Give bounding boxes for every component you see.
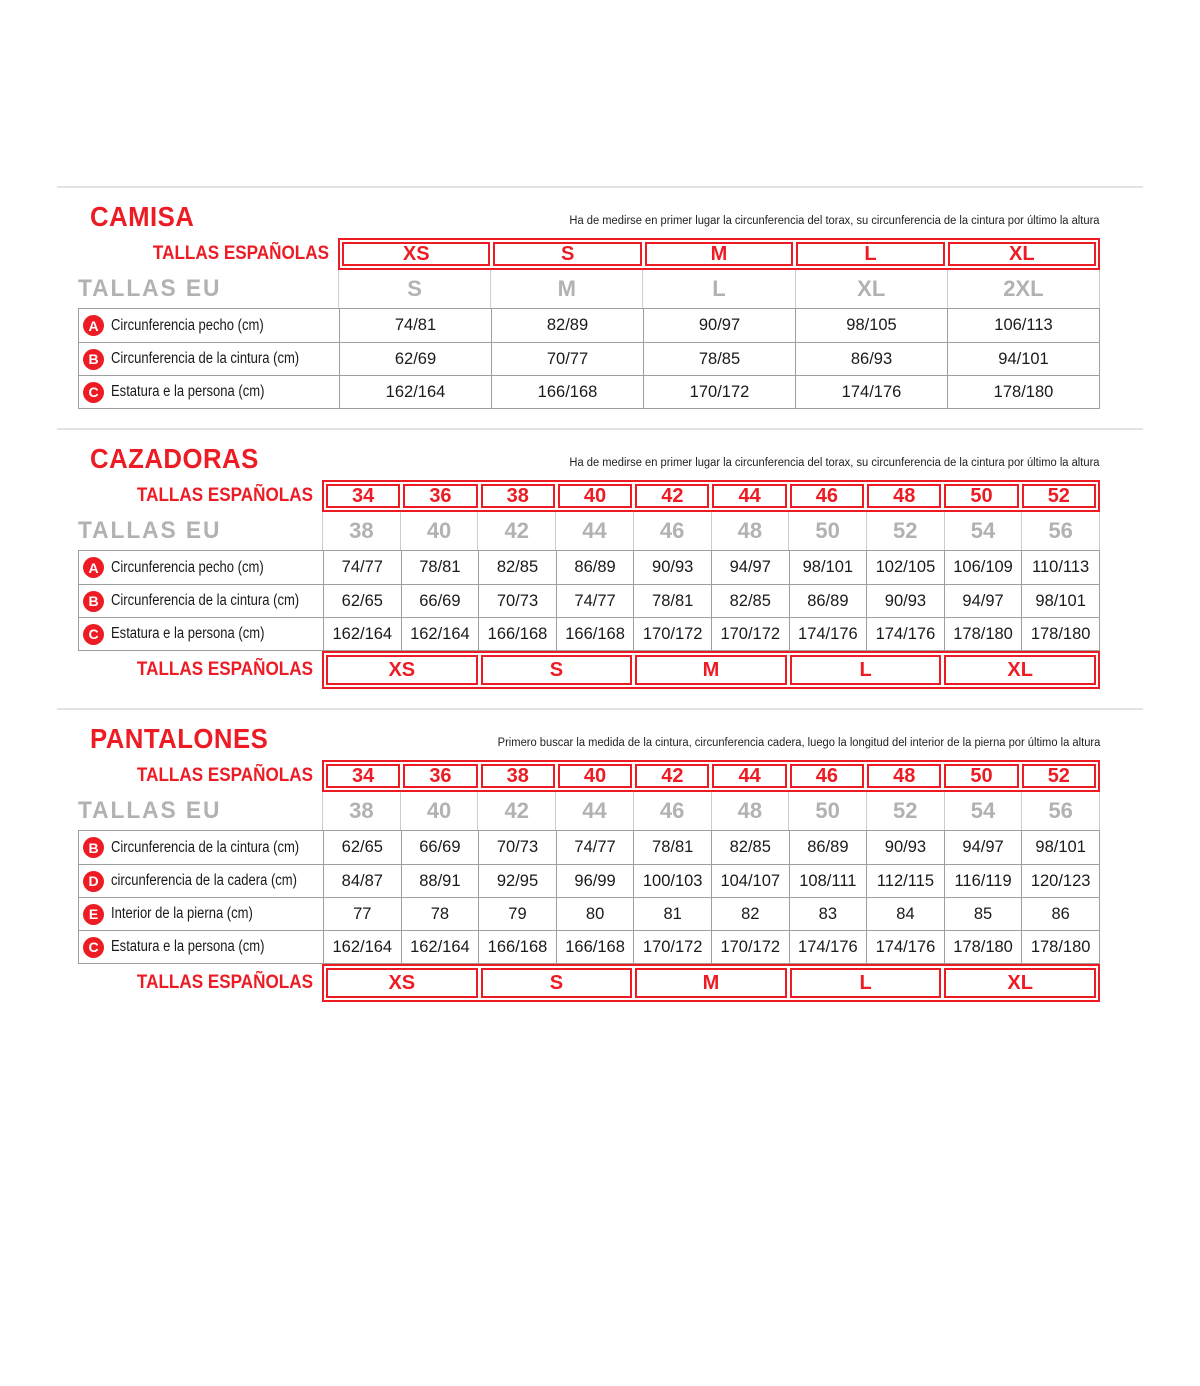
spanish-sizes-footer-row — [78, 964, 1100, 1002]
section-divider-line — [57, 428, 1143, 430]
spanish-sizes-footer-row — [78, 651, 1100, 689]
measurement-value-cell: 66/69 — [401, 831, 479, 864]
measurement-label: Circunferencia pecho (cm) — [111, 316, 264, 334]
section-content — [78, 202, 1100, 409]
measurement-row-B — [79, 342, 1099, 375]
measurement-value-cell: 166/168 — [556, 618, 634, 650]
spanish-size-cell: 38 — [481, 484, 555, 508]
spanish-sizes-label: TALLAS ESPAÑOLAS — [136, 765, 313, 786]
measurement-row-C — [79, 375, 1099, 408]
spanish-size-cell: 40 — [558, 764, 632, 788]
spanish-size-cell: 40 — [558, 484, 632, 508]
section-divider-line — [57, 186, 1143, 188]
eu-size-cell: 50 — [788, 512, 866, 550]
measurement-row-D — [79, 864, 1099, 897]
section-header — [90, 724, 1100, 754]
spanish-size-cell: 46 — [790, 764, 864, 788]
measurement-value-cell: 94/101 — [947, 343, 1099, 375]
eu-size-cell: 42 — [477, 512, 555, 550]
eu-size-cell: 2XL — [947, 270, 1100, 308]
measurement-value-cell: 78/85 — [643, 343, 795, 375]
measurement-value-cell: 94/97 — [944, 831, 1022, 864]
spanish-size-cell: 50 — [944, 764, 1018, 788]
measurement-value-cell: 74/77 — [556, 585, 634, 617]
size-section-pantalones — [0, 708, 1200, 1021]
measurement-value-cell: 112/115 — [866, 865, 944, 897]
eu-size-cell: 54 — [944, 512, 1022, 550]
spanish-size-group-cell: XS — [326, 655, 478, 685]
measurement-value-cell: 102/105 — [866, 551, 944, 584]
spanish-size-group-cell: XL — [944, 968, 1096, 998]
measurement-value-cell: 81 — [633, 898, 711, 930]
spanish-size-group-cell: L — [790, 655, 942, 685]
measurement-value-cell: 178/180 — [1021, 618, 1099, 650]
eu-sizes-label: TALLAS EU — [78, 797, 222, 824]
section-title: CAMISA — [90, 201, 195, 232]
measurement-value-cell: 166/168 — [491, 376, 643, 408]
measurement-row-label — [79, 931, 323, 963]
measurement-value-cell: 100/103 — [633, 865, 711, 897]
eu-size-cell: 52 — [866, 792, 944, 830]
spanish-size-cell: 36 — [403, 764, 477, 788]
measurement-value-cell: 174/176 — [789, 931, 867, 963]
eu-sizes-row — [78, 512, 1100, 550]
measurement-value-cell: 178/180 — [944, 931, 1022, 963]
measurement-value-cell: 80 — [556, 898, 634, 930]
eu-sizes-cells — [338, 270, 1100, 308]
eu-size-cell: XL — [795, 270, 947, 308]
spanish-size-cell: L — [796, 242, 944, 266]
measurement-value-cell: 86/89 — [789, 585, 867, 617]
eu-size-cell: 50 — [788, 792, 866, 830]
spanish-size-cell: 50 — [944, 484, 1018, 508]
eu-size-cell: 48 — [711, 792, 789, 830]
measurement-value-cell: 86/89 — [556, 551, 634, 584]
spanish-size-cell: XS — [342, 242, 490, 266]
section-content — [78, 444, 1100, 689]
measurement-value-cell: 178/180 — [944, 618, 1022, 650]
measurement-value-cell: 170/172 — [711, 618, 789, 650]
eu-size-cell: 44 — [555, 512, 633, 550]
measurement-value-cell: 174/176 — [866, 618, 944, 650]
measurement-label: Estatura e la persona (cm) — [111, 383, 265, 400]
measurement-value-cell: 79 — [478, 898, 556, 930]
eu-size-cell: 40 — [400, 792, 478, 830]
spanish-size-cell: 52 — [1022, 484, 1096, 508]
measurement-value-cell: 98/101 — [789, 551, 867, 584]
measurement-value-cell: 98/105 — [795, 309, 947, 342]
spanish-size-cell: 46 — [790, 484, 864, 508]
spanish-size-cell: 34 — [326, 764, 400, 788]
spanish-size-cell: 42 — [635, 484, 709, 508]
spanish-sizes-label: TALLAS ESPAÑOLAS — [136, 485, 313, 506]
measurement-row-A — [79, 551, 1099, 584]
measurement-value-cell: 94/97 — [944, 585, 1022, 617]
spanish-sizes-header-row — [78, 238, 1100, 270]
eu-size-cell: 42 — [477, 792, 555, 830]
eu-size-cell: L — [642, 270, 794, 308]
measurement-value-cell: 84/87 — [323, 865, 401, 897]
measurement-value-cell: 86 — [1021, 898, 1099, 930]
measurement-value-cell: 86/93 — [795, 343, 947, 375]
measurement-value-cell: 166/168 — [478, 618, 556, 650]
measurement-row-label — [79, 618, 323, 650]
measurement-value-cell: 106/109 — [944, 551, 1022, 584]
measurement-value-cell: 74/77 — [556, 831, 634, 864]
spanish-size-cell: S — [493, 242, 641, 266]
section-header — [90, 202, 1100, 232]
measurement-value-cell: 78/81 — [633, 831, 711, 864]
section-title: PANTALONES — [90, 723, 269, 754]
measurement-value-cell: 174/176 — [866, 931, 944, 963]
measurement-label: Circunferencia pecho (cm) — [111, 558, 264, 576]
spanish-size-group-cell: XL — [944, 655, 1096, 685]
measurement-value-cell: 62/69 — [339, 343, 491, 375]
spanish-sizes-footer-box — [322, 964, 1100, 1002]
measurement-value-cell: 170/172 — [643, 376, 795, 408]
measurement-value-cell: 162/164 — [323, 931, 401, 963]
measurement-row-C — [79, 930, 1099, 963]
eu-sizes-label: TALLAS EU — [78, 517, 222, 544]
section-title: CAZADORAS — [90, 443, 259, 474]
measurement-label: Circunferencia de la cintura (cm) — [111, 350, 300, 367]
measurement-value-cell: 98/101 — [1021, 831, 1099, 864]
letter-badge: A — [83, 315, 104, 336]
measurement-value-cell: 90/93 — [866, 585, 944, 617]
spanish-size-group-cell: S — [481, 968, 633, 998]
measurement-value-cell: 174/176 — [789, 618, 867, 650]
spanish-size-group-cell: L — [790, 968, 942, 998]
measurement-value-cell: 88/91 — [401, 865, 479, 897]
spanish-size-cell: M — [645, 242, 793, 266]
eu-sizes-row — [78, 792, 1100, 830]
spanish-size-cell: 48 — [867, 484, 941, 508]
spanish-sizes-box — [338, 238, 1100, 270]
letter-badge: A — [83, 557, 104, 578]
measurement-value-cell: 104/107 — [711, 865, 789, 897]
spanish-sizes-box — [322, 760, 1100, 792]
eu-size-cell: 52 — [866, 512, 944, 550]
eu-size-cell: 46 — [633, 512, 711, 550]
measurement-label: Interior de la pierna (cm) — [111, 905, 253, 922]
measurement-row-B — [79, 831, 1099, 864]
measurement-row-label — [79, 831, 323, 864]
measurement-row-label — [79, 309, 339, 342]
measurement-row-label — [79, 585, 323, 617]
spanish-size-cell: 48 — [867, 764, 941, 788]
spanish-size-group-cell: S — [481, 655, 633, 685]
letter-badge: B — [83, 837, 104, 858]
spanish-size-cell: XL — [948, 242, 1096, 266]
eu-size-cell: 56 — [1021, 792, 1100, 830]
spanish-sizes-header-row — [78, 480, 1100, 512]
size-section-cazadoras — [0, 428, 1200, 708]
measurement-value-cell: 98/101 — [1021, 585, 1099, 617]
measurement-value-cell: 82/85 — [478, 551, 556, 584]
spanish-size-cell: 34 — [326, 484, 400, 508]
measurement-value-cell: 77 — [323, 898, 401, 930]
spanish-size-cell: 52 — [1022, 764, 1096, 788]
measuring-instructions-note: Primero buscar la medida de la cintura, circunferencia cadera, luego la longitud del interior de la pierna por último la altura — [497, 737, 1100, 749]
measurement-row-E — [79, 897, 1099, 930]
eu-size-cell: 54 — [944, 792, 1022, 830]
measurement-label: Estatura e la persona (cm) — [111, 938, 265, 955]
measurement-value-cell: 70/73 — [478, 585, 556, 617]
letter-badge: E — [83, 904, 104, 925]
measurement-value-cell: 92/95 — [478, 865, 556, 897]
measurement-row-label — [79, 376, 339, 408]
measurement-value-cell: 85 — [944, 898, 1022, 930]
section-divider-line — [57, 708, 1143, 710]
measurement-row-label — [79, 343, 339, 375]
measurement-value-cell: 162/164 — [339, 376, 491, 408]
measurement-value-cell: 174/176 — [795, 376, 947, 408]
measuring-instructions-note: Ha de medirse en primer lugar la circunferencia del torax, su circunferencia de la cintura por último la altura — [569, 457, 1100, 469]
measurement-value-cell: 78/81 — [401, 551, 479, 584]
size-guide-document — [0, 186, 1200, 1021]
letter-badge: B — [83, 591, 104, 612]
spanish-size-cell: 44 — [712, 764, 786, 788]
measurement-value-cell: 82/85 — [711, 831, 789, 864]
eu-size-cell: 48 — [711, 512, 789, 550]
measurement-row-C — [79, 617, 1099, 650]
spanish-sizes-footer-box — [322, 651, 1100, 689]
spanish-size-group-cell: XS — [326, 968, 478, 998]
measurement-value-cell: 170/172 — [633, 931, 711, 963]
measurement-row-B — [79, 584, 1099, 617]
measurement-value-cell: 83 — [789, 898, 867, 930]
spanish-size-group-cell: M — [635, 968, 787, 998]
spanish-sizes-footer-label: TALLAS ESPAÑOLAS — [136, 659, 313, 680]
spanish-sizes-box — [322, 480, 1100, 512]
measurement-row-A — [79, 309, 1099, 342]
measuring-instructions-note: Ha de medirse en primer lugar la circunferencia del torax, su circunferencia de la cintura por último la altura — [569, 215, 1100, 227]
eu-size-cell: S — [338, 270, 490, 308]
spanish-size-cell: 36 — [403, 484, 477, 508]
eu-size-cell: 38 — [322, 512, 400, 550]
eu-size-cell: 56 — [1021, 512, 1100, 550]
measurement-value-cell: 110/113 — [1021, 551, 1099, 584]
measurement-value-cell: 86/89 — [789, 831, 867, 864]
measurement-value-cell: 82/85 — [711, 585, 789, 617]
measurements-table — [78, 308, 1100, 409]
spanish-size-cell: 38 — [481, 764, 555, 788]
section-content — [78, 724, 1100, 1002]
measurement-value-cell: 120/123 — [1021, 865, 1099, 897]
measurement-value-cell: 82/89 — [491, 309, 643, 342]
eu-sizes-cells — [322, 792, 1100, 830]
measurements-table — [78, 550, 1100, 651]
eu-size-cell: 44 — [555, 792, 633, 830]
measurement-row-label — [79, 865, 323, 897]
measurement-value-cell: 90/93 — [866, 831, 944, 864]
eu-size-cell: 46 — [633, 792, 711, 830]
letter-badge: C — [83, 382, 104, 403]
size-section-camisa — [0, 186, 1200, 428]
measurement-label: Estatura e la persona (cm) — [111, 625, 265, 642]
measurement-value-cell: 106/113 — [947, 309, 1099, 342]
measurement-label: circunferencia de la cadera (cm) — [111, 872, 297, 889]
measurement-value-cell: 78/81 — [633, 585, 711, 617]
measurement-value-cell: 96/99 — [556, 865, 634, 897]
measurement-value-cell: 94/97 — [711, 551, 789, 584]
eu-size-cell: 40 — [400, 512, 478, 550]
measurement-value-cell: 74/81 — [339, 309, 491, 342]
measurement-value-cell: 170/172 — [633, 618, 711, 650]
measurement-value-cell: 74/77 — [323, 551, 401, 584]
measurement-value-cell: 78 — [401, 898, 479, 930]
measurement-row-label — [79, 898, 323, 930]
spanish-sizes-label: TALLAS ESPAÑOLAS — [152, 243, 329, 264]
measurement-value-cell: 70/73 — [478, 831, 556, 864]
measurement-value-cell: 116/119 — [944, 865, 1022, 897]
measurement-value-cell: 166/168 — [556, 931, 634, 963]
measurement-value-cell: 70/77 — [491, 343, 643, 375]
measurements-table — [78, 830, 1100, 964]
letter-badge: C — [83, 624, 104, 645]
section-header — [90, 444, 1100, 474]
measurement-value-cell: 108/111 — [789, 865, 867, 897]
spanish-size-cell: 42 — [635, 764, 709, 788]
spanish-sizes-footer-label: TALLAS ESPAÑOLAS — [136, 972, 313, 993]
letter-badge: D — [83, 871, 104, 892]
measurement-value-cell: 62/65 — [323, 831, 401, 864]
measurement-value-cell: 162/164 — [323, 618, 401, 650]
eu-sizes-row — [78, 270, 1100, 308]
measurement-value-cell: 90/93 — [633, 551, 711, 584]
measurement-label: Circunferencia de la cintura (cm) — [111, 592, 300, 609]
measurement-label: Circunferencia de la cintura (cm) — [111, 838, 300, 856]
measurement-row-label — [79, 551, 323, 584]
measurement-value-cell: 178/180 — [1021, 931, 1099, 963]
eu-size-cell: 38 — [322, 792, 400, 830]
measurement-value-cell: 162/164 — [401, 618, 479, 650]
measurement-value-cell: 166/168 — [478, 931, 556, 963]
measurement-value-cell: 170/172 — [711, 931, 789, 963]
measurement-value-cell: 162/164 — [401, 931, 479, 963]
measurement-value-cell: 66/69 — [401, 585, 479, 617]
spanish-sizes-header-row — [78, 760, 1100, 792]
measurement-value-cell: 82 — [711, 898, 789, 930]
measurement-value-cell: 62/65 — [323, 585, 401, 617]
letter-badge: B — [83, 349, 104, 370]
measurement-value-cell: 90/97 — [643, 309, 795, 342]
spanish-size-group-cell: M — [635, 655, 787, 685]
eu-sizes-label: TALLAS EU — [78, 275, 222, 302]
spanish-size-cell: 44 — [712, 484, 786, 508]
measurement-value-cell: 178/180 — [947, 376, 1099, 408]
eu-sizes-cells — [322, 512, 1100, 550]
letter-badge: C — [83, 937, 104, 958]
measurement-value-cell: 84 — [866, 898, 944, 930]
eu-size-cell: M — [490, 270, 642, 308]
